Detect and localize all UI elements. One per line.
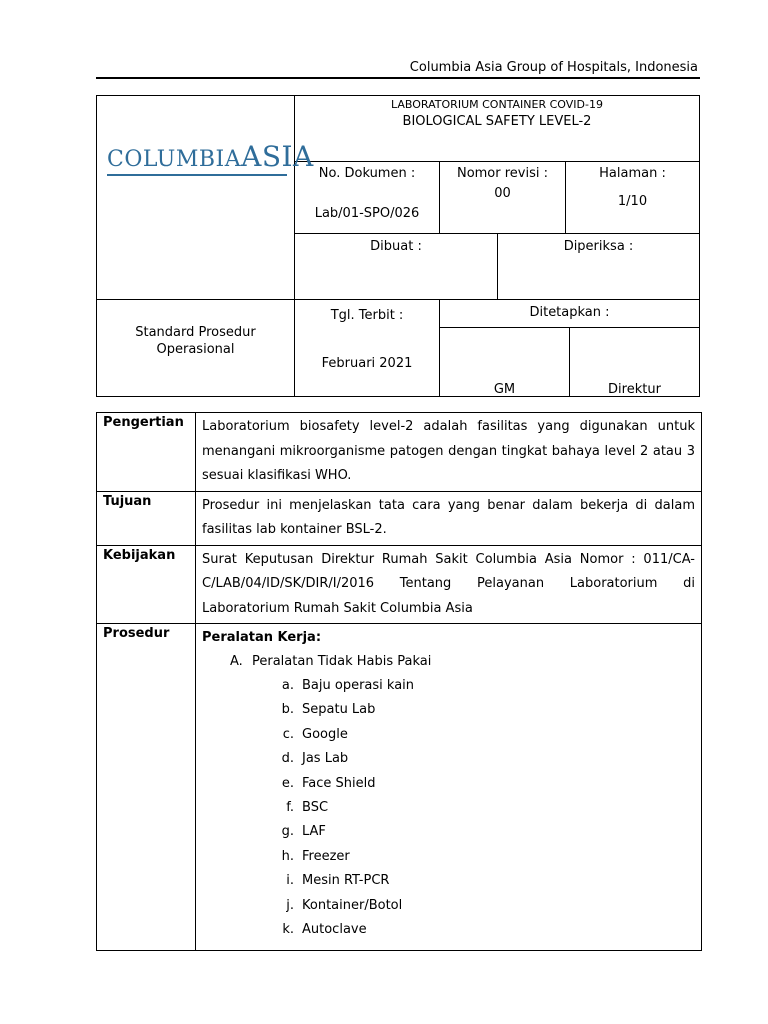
spo-line-1: Standard Prosedur: [135, 325, 256, 340]
list-item-text: Sepatu Lab: [302, 702, 376, 718]
dibuat-label: Dibuat :: [370, 239, 422, 254]
columbia-asia-logo: [107, 140, 314, 173]
list-item: [272, 869, 695, 893]
list-item-text: Freezer: [302, 848, 350, 864]
spo-line-2: Operasional: [156, 342, 235, 357]
equipment-title: Peralatan Kerja:: [202, 630, 322, 645]
list-item: [272, 820, 695, 844]
procedure-content-table: [96, 412, 702, 951]
halaman-value: 1/10: [617, 194, 648, 209]
tujuan-label: Tujuan: [97, 491, 196, 545]
doc-title: BIOLOGICAL SAFETY LEVEL-2: [402, 114, 592, 129]
list-marker: e.: [281, 775, 294, 791]
list-item-text: BSC: [302, 800, 329, 816]
direktur-signature-label: Direktur: [608, 382, 661, 397]
organization-header: Columbia Asia Group of Hospitals, Indonesia: [409, 60, 698, 75]
subtitle-marker: A.: [230, 654, 243, 669]
kebijakan-text: Surat Keputusan Direktur Rumah Sakit Columbia Asia Nomor : 011/CA-C/LAB/04/ID/SK/DIR/I/2016 Tentang Pelayanan Laboratorium di Laboratorium Rumah Sakit Columbia Asia: [196, 545, 702, 624]
list-marker: a.: [281, 678, 294, 693]
list-item: [272, 747, 695, 771]
logo-word-asia: ASIA: [241, 140, 314, 173]
equipment-subtitle: [202, 650, 695, 674]
list-item: [272, 796, 695, 820]
doc-subtitle: LABORATORIUM CONTAINER COVID-19: [391, 98, 603, 111]
list-marker: b.: [281, 702, 294, 718]
list-item-text: LAF: [302, 824, 326, 840]
tgl-terbit-label: Tgl. Terbit :: [330, 308, 404, 323]
no-dokumen-value: Lab/01-SPO/026: [314, 206, 420, 221]
table-row: [97, 624, 702, 951]
list-marker: g.: [281, 824, 294, 840]
list-item-text: Kontainer/Botol: [302, 897, 403, 913]
list-item: [272, 918, 695, 942]
tgl-terbit-value: Februari 2021: [321, 356, 413, 371]
logo-wordmark: [107, 140, 314, 173]
no-dokumen-label: No. Dokumen :: [318, 166, 416, 181]
list-item: [272, 723, 695, 747]
pengertian-text: Laboratorium biosafety level-2 adalah fasilitas yang digunakan untuk menangani mikroorganisme patogen dengan tingkat bahaya level 2 atau 3 sesuai klasifikasi WHO.: [196, 413, 702, 492]
list-item-text: Mesin RT-PCR: [302, 873, 390, 889]
prosedur-content: [196, 624, 702, 951]
nomor-revisi-value: 00: [494, 186, 511, 201]
subtitle-text: Peralatan Tidak Habis Pakai: [252, 654, 432, 669]
list-item: [272, 772, 695, 796]
divider: [97, 299, 699, 300]
table-row: [97, 413, 702, 492]
halaman-label: Halaman :: [599, 166, 666, 181]
list-marker: d.: [281, 751, 294, 767]
diperiksa-label: Diperiksa :: [563, 239, 634, 254]
list-marker: h.: [281, 848, 294, 864]
equipment-list: [202, 674, 695, 948]
list-item: [272, 894, 695, 918]
list-item-text: Face Shield: [302, 775, 376, 791]
kebijakan-label: Kebijakan: [97, 545, 196, 624]
list-item: [272, 845, 695, 869]
ditetapkan-label: Ditetapkan :: [529, 305, 610, 320]
list-item-text: Jas Lab: [302, 751, 349, 767]
list-item-text: Baju operasi kain: [302, 678, 415, 693]
divider: [294, 161, 699, 162]
list-item-text: Google: [302, 726, 348, 742]
nomor-revisi-label: Nomor revisi :: [456, 166, 549, 181]
prosedur-label: Prosedur: [97, 624, 196, 951]
list-marker: c.: [282, 726, 294, 742]
gm-signature-label: GM: [493, 382, 516, 397]
list-item: [272, 674, 695, 698]
table-row: [97, 491, 702, 545]
list-marker: k.: [282, 922, 294, 938]
header-rule: [96, 77, 700, 79]
table-row: [97, 545, 702, 624]
tujuan-text: Prosedur ini menjelaskan tata cara yang benar dalam bekerja di dalam fasilitas lab kontainer BSL-2.: [196, 491, 702, 545]
list-marker: i.: [286, 873, 294, 889]
list-marker: f.: [286, 800, 294, 816]
list-item: [272, 698, 695, 722]
spo-label: [97, 324, 294, 358]
logo-underline: [107, 174, 287, 176]
document-control-table: [96, 95, 700, 397]
logo-word-columbia: COLUMBIA: [107, 147, 242, 172]
list-item-text: Autoclave: [302, 922, 367, 938]
pengertian-label: Pengertian: [97, 413, 196, 492]
list-marker: j.: [286, 897, 294, 913]
